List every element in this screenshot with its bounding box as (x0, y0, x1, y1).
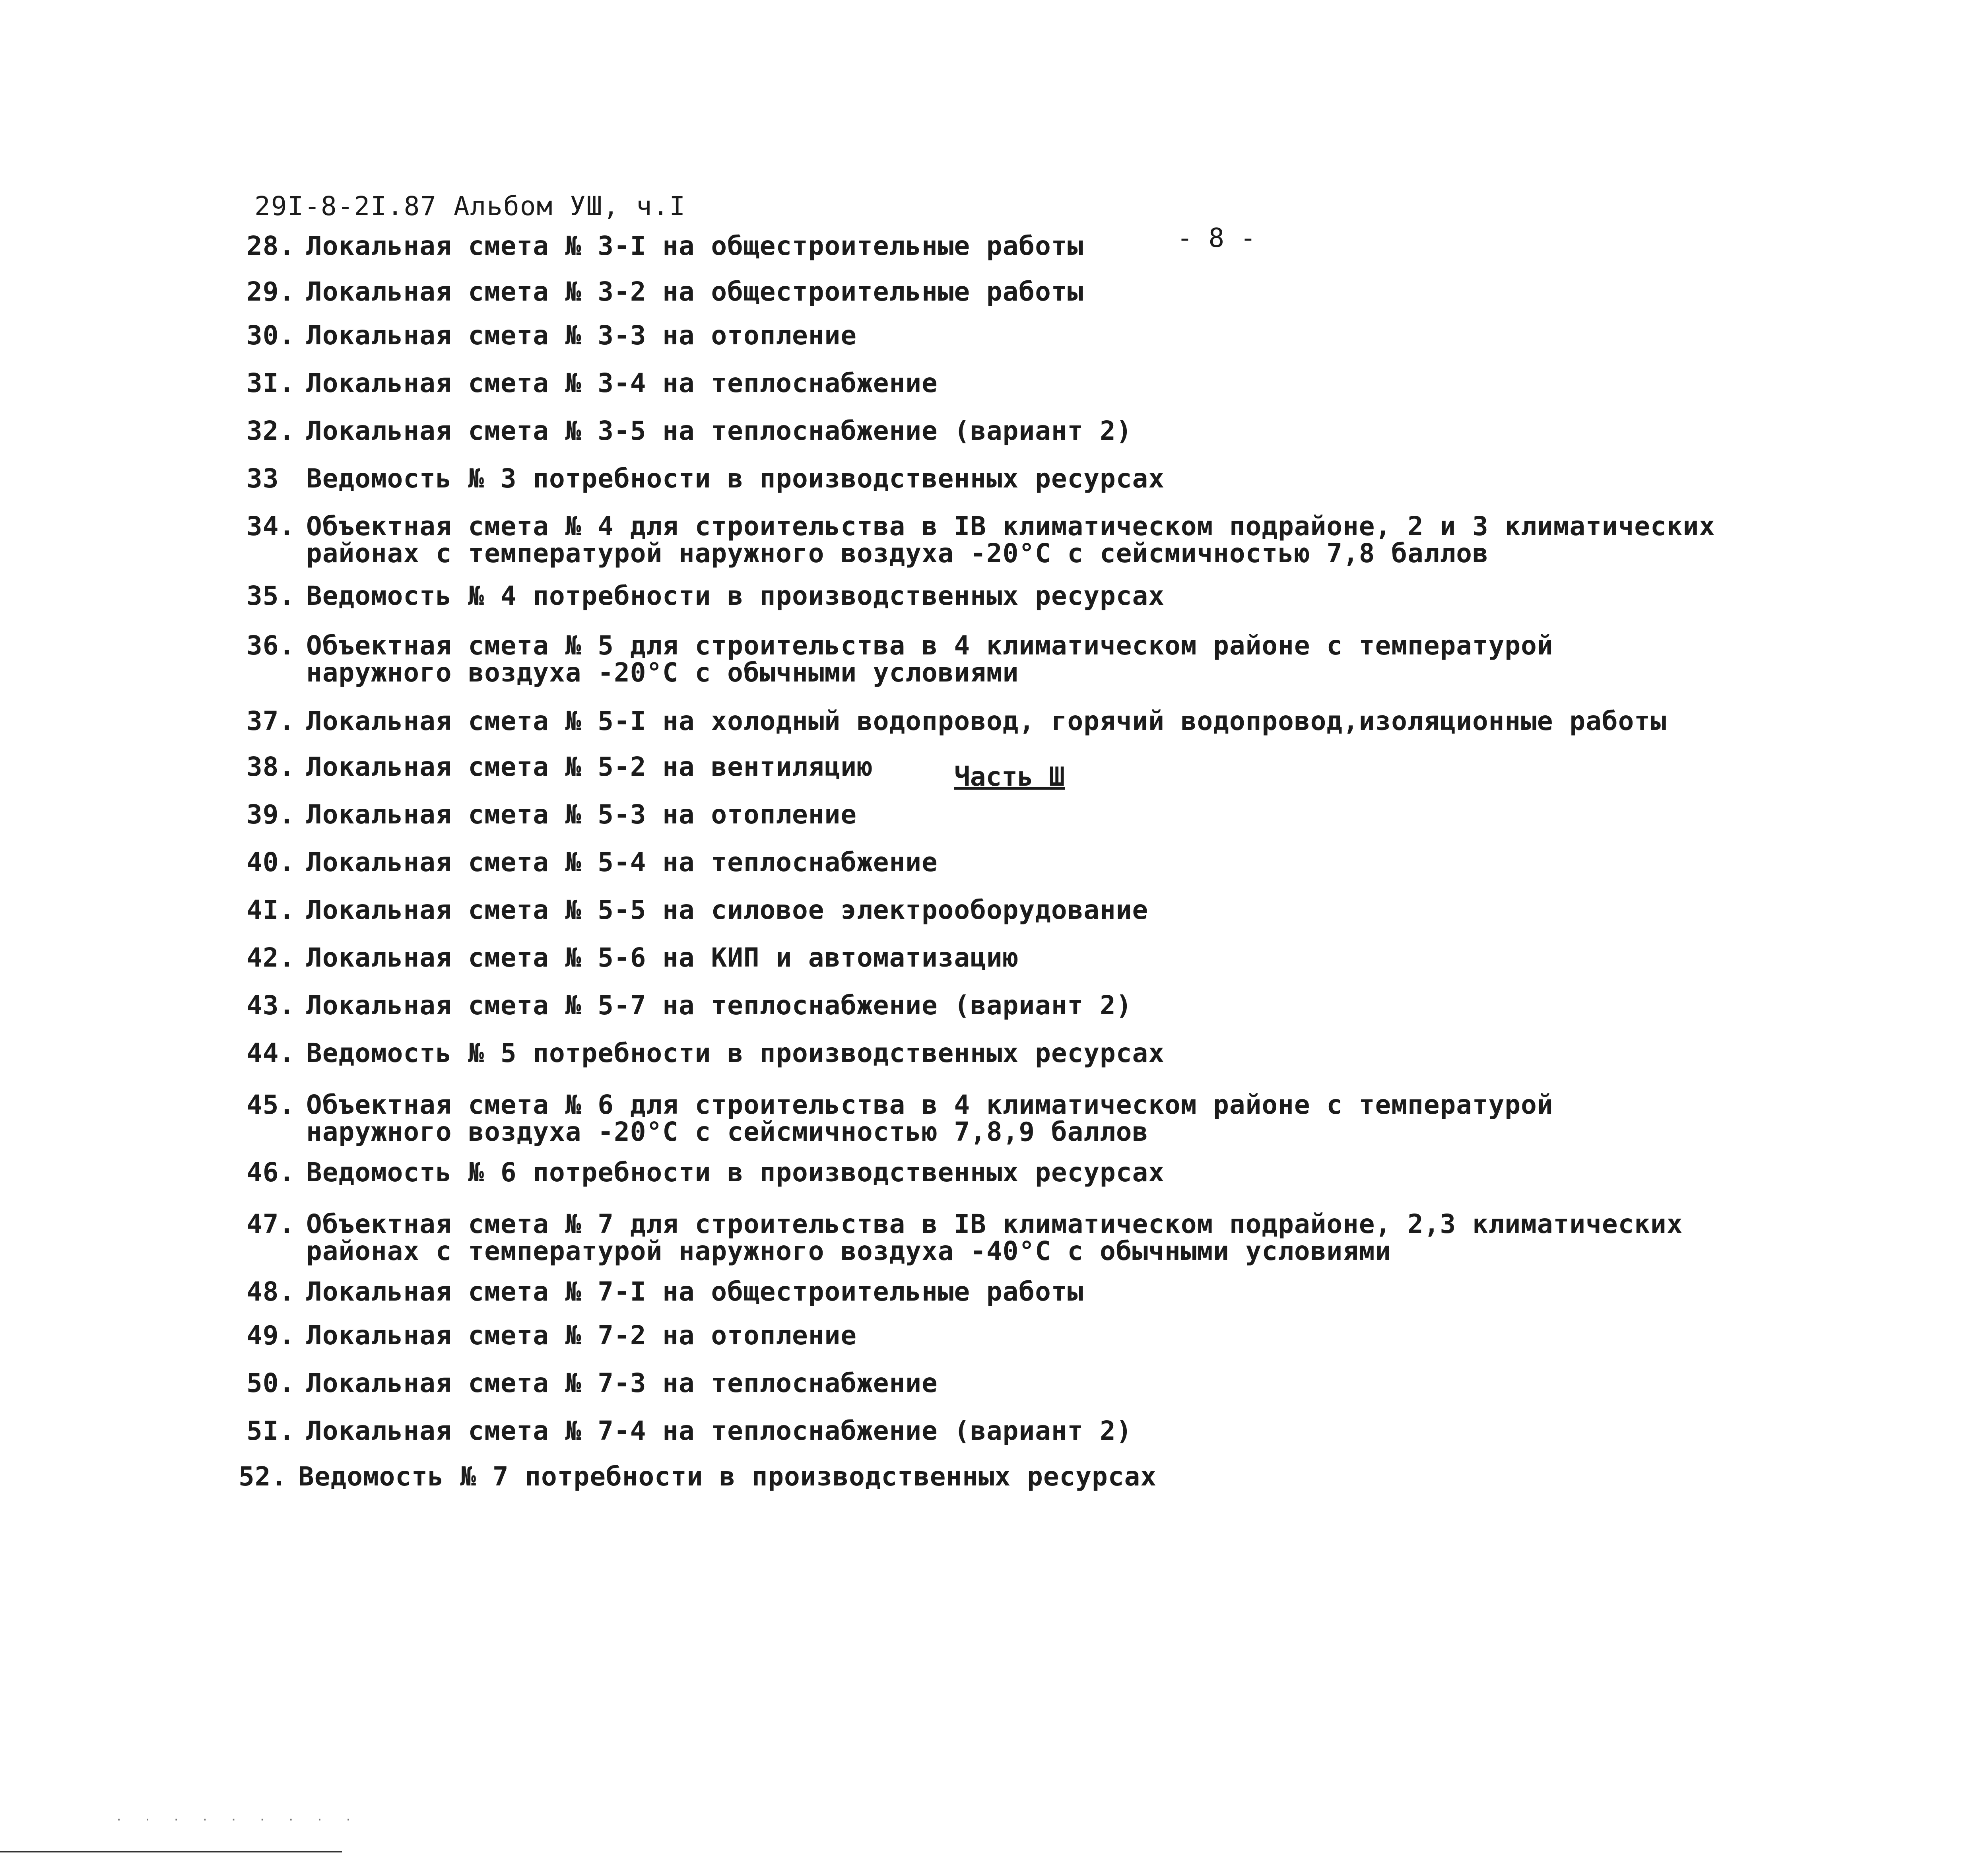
entry-title: Локальная смета № 5-6 на КИП и автоматизацию (306, 942, 1019, 973)
entry-title: Локальная смета № 7-I на общестроительные работы (306, 1276, 1084, 1307)
entry-title: Локальная смета № 5-7 на теплоснабжение (вариант 2) (306, 990, 1132, 1021)
entry-title: Локальная смета № 5-5 на силовое электрооборудование (306, 895, 1149, 925)
entry-title: Локальная смета № 3-2 на общестроительные работы (306, 276, 1084, 307)
contents-entry (247, 582, 1165, 610)
entry-title: Объектная смета № 6 для строительства в 4 климатическом районе с температурой (306, 1089, 1553, 1120)
entry-number: 28. (247, 231, 295, 261)
entry-title: Объектная смета № 4 для строительства в IВ климатическом подрайоне, 2 и 3 климатических (306, 511, 1715, 542)
entry-title: Локальная смета № 5-4 на теплоснабжение (306, 847, 938, 878)
entry-title: Локальная смета № 3-3 на отопление (306, 320, 857, 351)
document-code: 29I-8-2I.87 Альбом УШ, ч.I (254, 191, 686, 221)
contents-entry (247, 278, 1083, 305)
entry-number: 48. (247, 1276, 295, 1307)
contents-entry (247, 465, 1165, 492)
contents-entry (247, 1159, 1165, 1186)
contents-entry (247, 1370, 938, 1397)
entry-number: 34. (247, 511, 295, 542)
contents-entry (247, 1278, 1083, 1305)
page-number: - 8 - (1177, 223, 1256, 253)
entry-number: 43. (247, 990, 295, 1021)
contents-entry (247, 708, 1667, 735)
contents-entry (247, 513, 1715, 567)
entry-title: Ведомость № 6 потребности в производственных ресурсах (306, 1157, 1165, 1188)
part-note: Часть Ш (954, 761, 1065, 792)
entry-number: 44. (247, 1038, 295, 1068)
entry-title: Локальная смета № 3-I на общестроительные работы (306, 231, 1084, 261)
entry-title: Локальная смета № 5-3 на отопление (306, 799, 857, 830)
entry-title: Ведомость № 7 потребности в производственных ресурсах (298, 1461, 1157, 1492)
entry-number: 49. (247, 1320, 295, 1351)
entry-number: 36. (247, 630, 295, 661)
contents-entry (247, 233, 1083, 260)
entry-number: 38. (247, 751, 295, 782)
contents-entry (247, 801, 857, 828)
entry-title-continued: районах с температурой наружного воздуха -20°С с сейсмичностью 7,8 баллов (306, 538, 1489, 569)
entry-title: Локальная смета № 5-2 на вентиляцию (306, 751, 873, 782)
entry-title-continued: наружного воздуха -20°С с обычными условиями (306, 657, 1019, 688)
entry-number: 5I. (247, 1415, 295, 1446)
contents-entry (239, 1463, 1157, 1490)
contents-entry (247, 417, 1132, 445)
entry-title: Локальная смета № 7-2 на отопление (306, 1320, 857, 1351)
entry-number: 47. (247, 1209, 295, 1239)
entry-title: Локальная смета № 7-3 на теплоснабжение (306, 1368, 938, 1398)
contents-entry (247, 1322, 857, 1349)
contents-entry (247, 897, 1148, 924)
scan-specks: · · · · · · · · · (115, 1813, 359, 1827)
entry-title: Объектная смета № 7 для строительства в IВ климатическом подрайоне, 2,3 климатических (306, 1209, 1683, 1239)
entry-title: Локальная смета № 7-4 на теплоснабжение (вариант 2) (306, 1415, 1132, 1446)
entry-title: Ведомость № 4 потребности в производственных ресурсах (306, 581, 1165, 611)
entry-number: 42. (247, 942, 295, 973)
entry-number: 46. (247, 1157, 295, 1188)
contents-entry (247, 944, 1019, 971)
contents-entry (247, 1417, 1132, 1445)
contents-entry (247, 1211, 1683, 1265)
entry-number: 32. (247, 416, 295, 446)
entry-number: 3I. (247, 368, 295, 398)
footer-rule (0, 1851, 342, 1852)
entry-title: Локальная смета № 5-I на холодный водопровод, горячий водопровод,изоляционные работы (306, 706, 1667, 736)
contents-entry (247, 849, 938, 876)
contents-entry (247, 370, 938, 397)
contents-entry (247, 1091, 1553, 1146)
entry-title: Объектная смета № 5 для строительства в 4 климатическом районе с температурой (306, 630, 1553, 661)
entry-title-continued: наружного воздуха -20°С с сейсмичностью 7,8,9 баллов (306, 1116, 1149, 1147)
entry-title: Локальная смета № 3-4 на теплоснабжение (306, 368, 938, 398)
entry-number: 33 (247, 463, 279, 494)
entry-number: 40. (247, 847, 295, 878)
entry-title: Локальная смета № 3-5 на теплоснабжение (вариант 2) (306, 416, 1132, 446)
entry-title-continued: районах с температурой наружного воздуха -40°С с обычными условиями (306, 1236, 1392, 1266)
entry-number: 52. (239, 1461, 287, 1492)
entry-title: Ведомость № 5 потребности в производственных ресурсах (306, 1038, 1165, 1068)
entry-number: 45. (247, 1089, 295, 1120)
entry-number: 39. (247, 799, 295, 830)
entry-number: 37. (247, 706, 295, 736)
entry-number: 4I. (247, 895, 295, 925)
contents-entry (247, 632, 1553, 686)
entry-number: 30. (247, 320, 295, 351)
entry-number: 50. (247, 1368, 295, 1398)
contents-entry (247, 1040, 1165, 1067)
entry-number: 35. (247, 581, 295, 611)
contents-entry (247, 753, 873, 781)
entry-title: Ведомость № 3 потребности в производственных ресурсах (306, 463, 1165, 494)
contents-entry (247, 992, 1132, 1019)
entry-number: 29. (247, 276, 295, 307)
contents-entry (247, 322, 857, 349)
